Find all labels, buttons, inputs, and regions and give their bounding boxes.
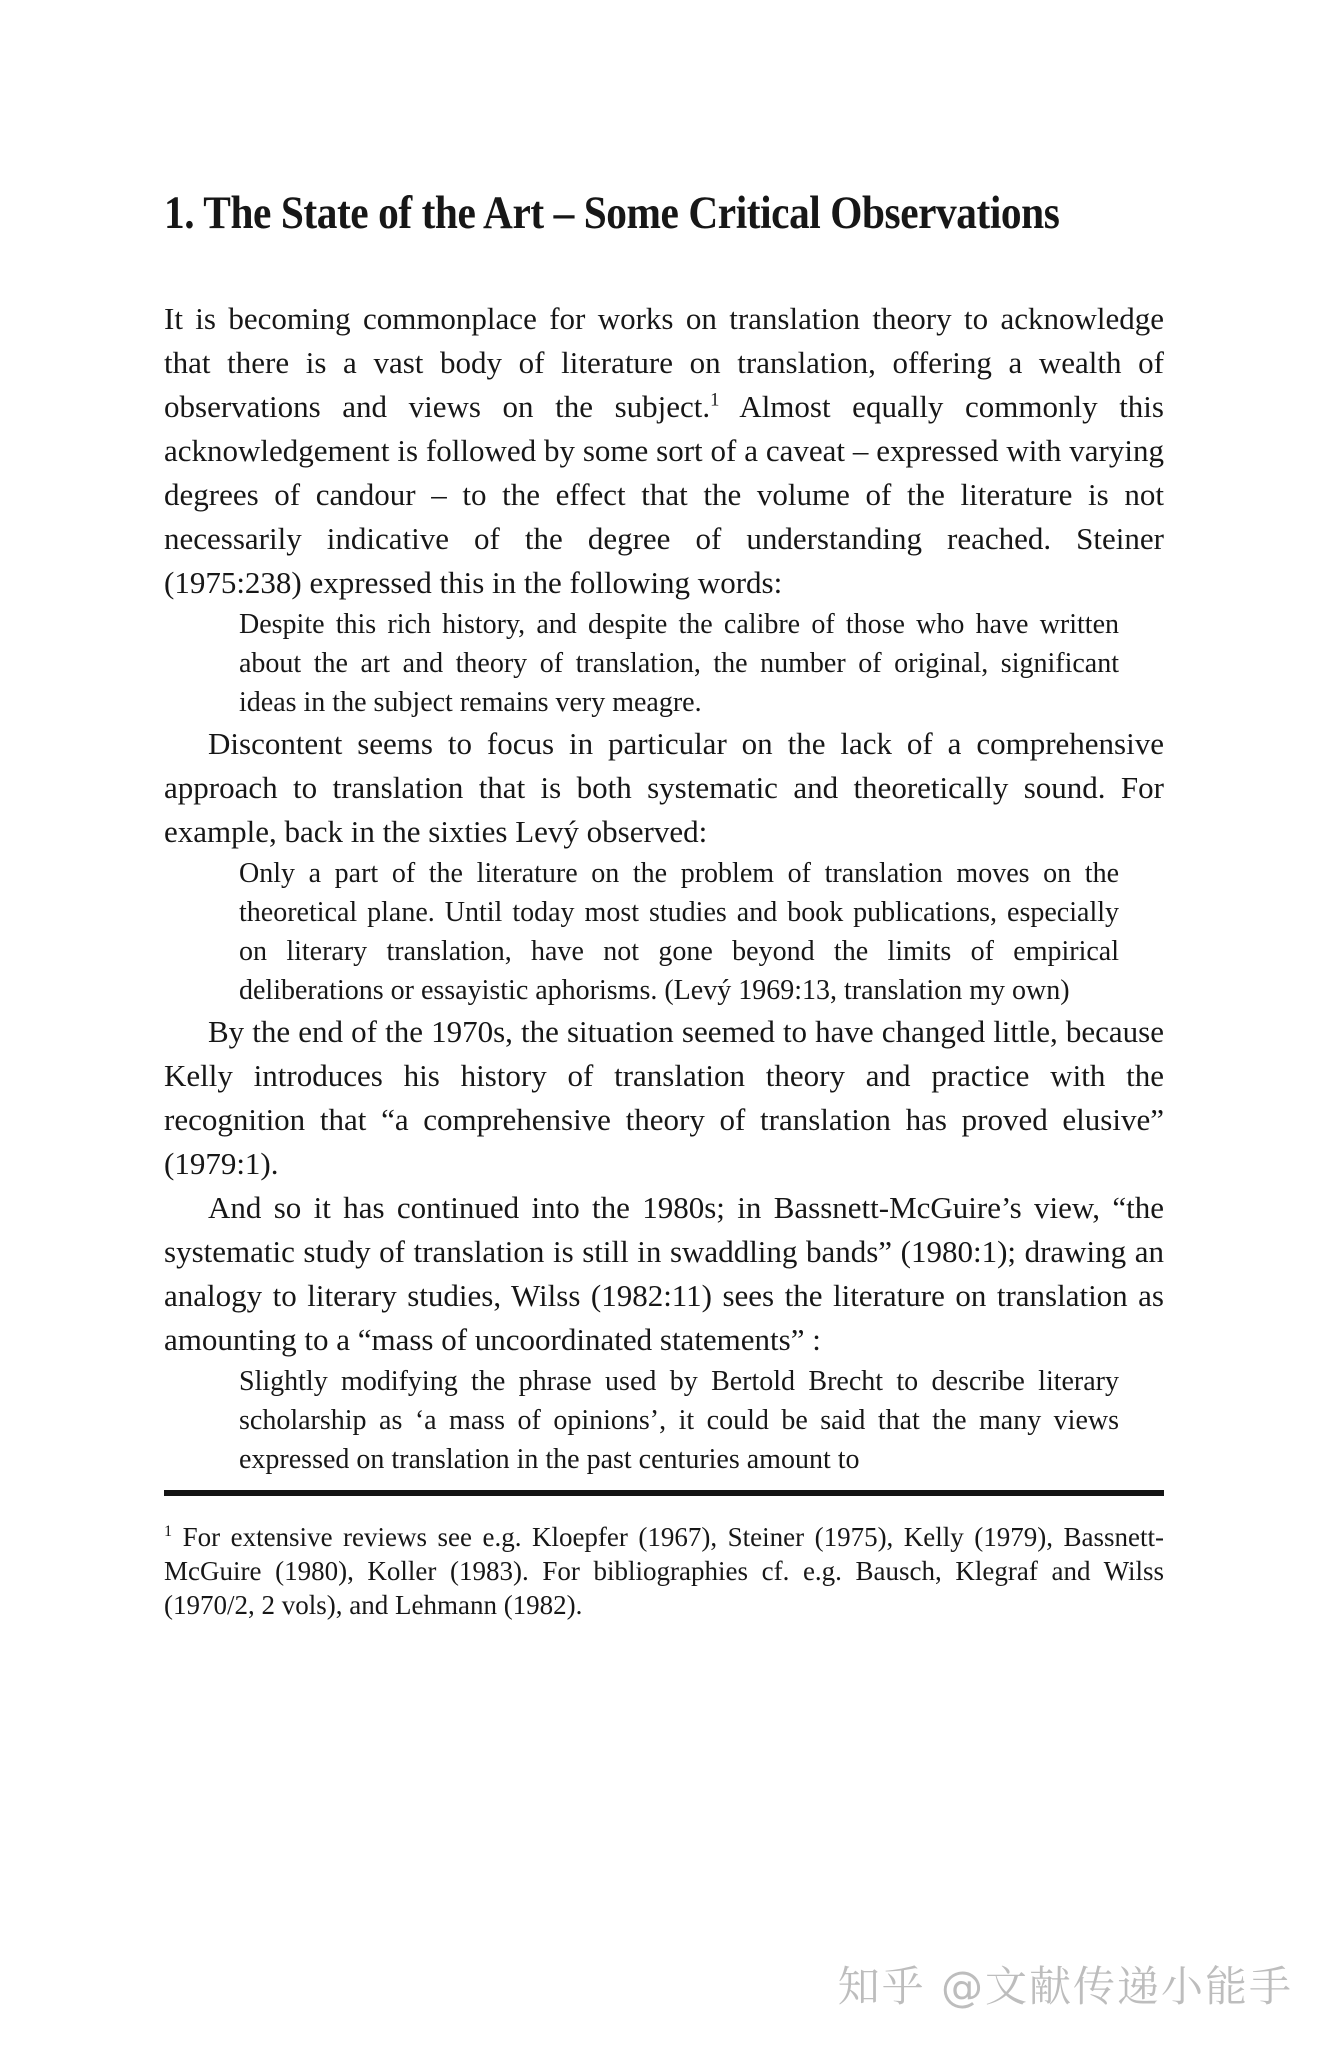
footnote-marker: 1 xyxy=(164,1522,173,1540)
blockquote-steiner: Despite this rich history, and despite the calibre of those who have written about the art and theory of translation, the number of original, significant ideas in the subject remains very meagre. xyxy=(239,609,1119,718)
footnote-reference-marker: 1 xyxy=(710,389,720,411)
paragraph-discontent: Discontent seems to focus in particular on the lack of a comprehensive approach to translation that is both systematic and theoretically sound. For example, back in the sixties Levý observed: xyxy=(164,726,1164,849)
paragraph-intro-text-after-footnote: Almost equally commonly this acknowledgement is followed by some sort of a caveat – expressed with varying degrees of candour – to the effect that the volume of the literature is not necessarily indicative of the degree of understanding reached. Steiner (1975:238) expressed this in the following words: xyxy=(164,389,1164,600)
chapter-title: 1. The State of the Art – Some Critical Observations xyxy=(164,187,1060,239)
footnote xyxy=(164,1520,1164,1622)
text-column xyxy=(164,186,1164,1649)
watermark: 知乎 @文献传递小能手 xyxy=(837,1962,1293,2011)
paragraph-1970s: By the end of the 1970s, the situation seemed to have changed little, because Kelly introduces his history of translation theory and practice with the recognition that “a comprehensive theory of translation has proved elusive” (1979:1). xyxy=(164,1014,1164,1181)
blockquote-levy: Only a part of the literature on the problem of translation moves on the theoretical plane. Until today most studies and book publications, especially on literary translation, have not gone beyond the limits of empirical deliberations or essayistic aphorisms. (Levý 1969:13, translation my own) xyxy=(239,858,1119,1006)
paragraph-1980s: And so it has continued into the 1980s; in Bassnett-McGuire’s view, “the systematic study of translation is still in swaddling bands” (1980:1); drawing an analogy to literary studies, Wilss (1982:11) sees the literature on translation as amounting to a “mass of uncoordinated statements” : xyxy=(164,1190,1164,1357)
footnote-separator-rule xyxy=(164,1490,1164,1496)
paragraph-intro xyxy=(164,297,1164,605)
paragraph-intro-text-before-footnote: It is becoming commonplace for works on translation theory to acknowledge that there is a vast body of literature on translation, offering a wealth of observations and views on the subject. xyxy=(164,301,1164,424)
footnote-text: For extensive reviews see e.g. Kloepfer (1967), Steiner (1975), Kelly (1979), Bassnett-McGuire (1980), Koller (1983). For bibliographies cf. e.g. Bausch, Klegraf and Wilss (1970/2, 2 vols), and Lehmann (1982). xyxy=(164,1522,1164,1620)
blockquote-wilss: Slightly modifying the phrase used by Bertold Brecht to describe literary scholarship as ‘a mass of opinions’, it could be said that the many views expressed on translation in the past centuries amount to xyxy=(239,1366,1119,1475)
